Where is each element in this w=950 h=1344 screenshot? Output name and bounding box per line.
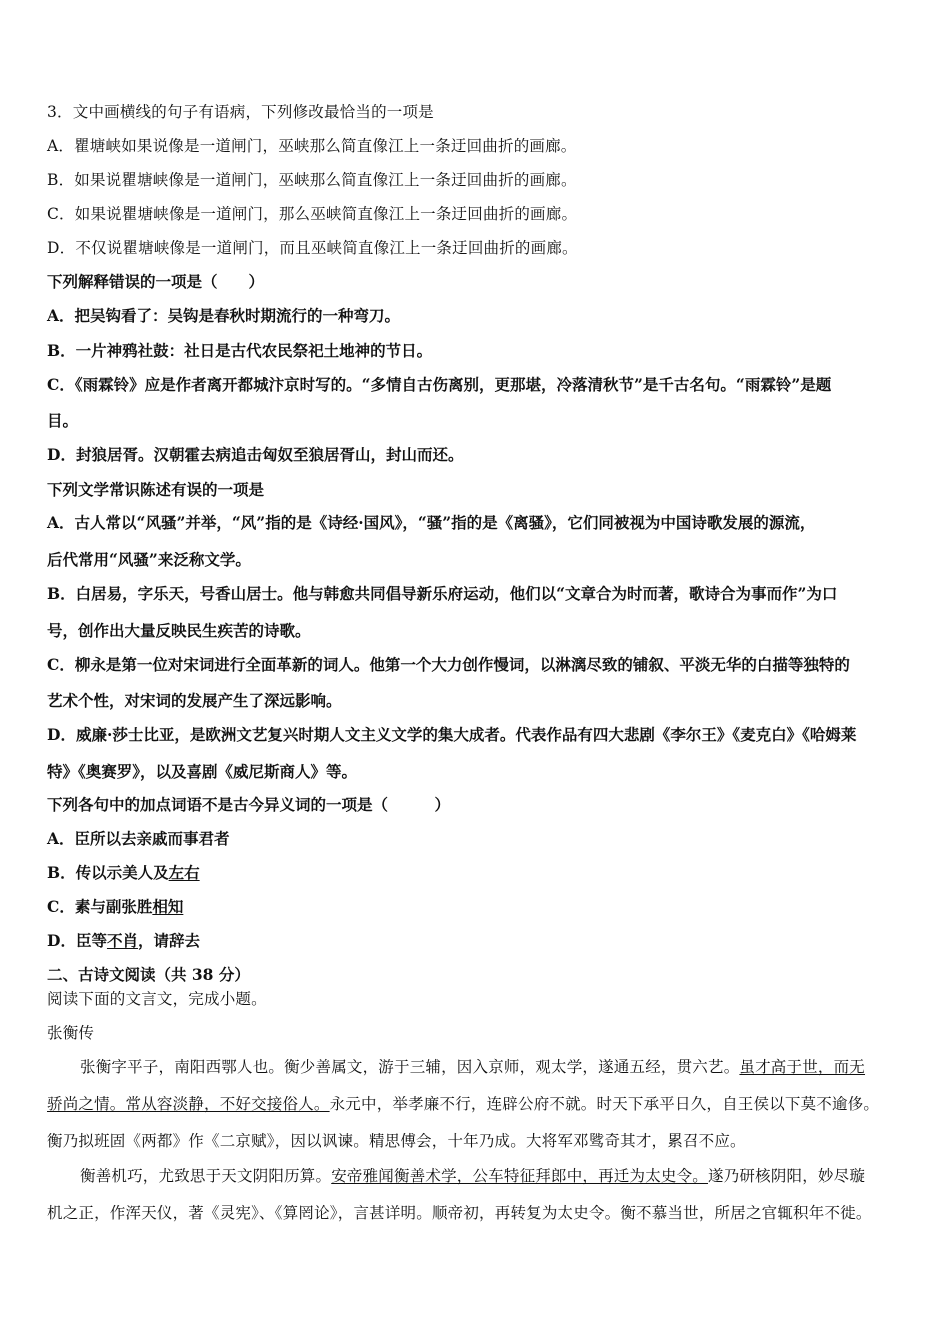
- passage-p2-line2: 机之正，作浑天仪，著《灵宪》、《算罔论》，言甚详明。顺帝初，再转复为太史令。衡不慕当世，所居之官辄积年不徙。: [47, 1204, 872, 1222]
- q5-option-d-line2: 特》《奥赛罗》，以及喜剧《威尼斯商人》等。: [47, 762, 358, 781]
- p2-l1-underlined: 安帝雅闻衡善术学，公车特征拜郎中，再迁为太史令。: [331, 1167, 709, 1185]
- q6-option-a: [47, 829, 910, 849]
- q6-a-dotted-word: 亲戚: [136, 829, 168, 848]
- passage-p2-line1: [80, 1166, 910, 1186]
- q6-c-prefix: C．素与副张胜: [47, 897, 153, 916]
- q5-option-a-line2: 后代常用“风骚”来泛称文学。: [47, 550, 251, 569]
- section-instruction: 阅读下面的文言文，完成小题。: [47, 990, 267, 1008]
- q6-option-c: [47, 897, 910, 917]
- q6-c-underlined-word: 相知: [152, 897, 184, 916]
- q4-option-c-line1: C．《雨霖铃》应是作者离开都城汴京时写的。“多情自古伤离别，更那堪，冷落清秋节”是千古名句。“雨霖铃”是题: [47, 375, 832, 394]
- q6-option-d: [47, 931, 910, 951]
- q3-option-b: B．如果说瞿塘峡像是一道闸门，巫峡那么简直像江上一条迂回曲折的画廊。: [47, 171, 577, 189]
- q5-option-a-line1: A．古人常以“风骚”并举，“风”指的是《诗经·国风》，“骚”指的是《离骚》，它们同被视为中国诗歌发展的源流，: [47, 513, 816, 532]
- passage-p1-line2: [47, 1094, 910, 1114]
- q5-option-c-line2: 艺术个性，对宋词的发展产生了深远影响。: [47, 691, 342, 710]
- q3-stem: 3．文中画横线的句子有语病，下列修改最恰当的一项是: [47, 103, 434, 121]
- q4-stem: 下列解释错误的一项是（ ）: [47, 272, 265, 291]
- q4-option-b: B．一片神鸦社鼓：社日是古代农民祭祀土地神的节日。: [47, 341, 433, 360]
- q4-option-c-line2: 目。: [47, 411, 79, 430]
- p1-l2-text: 永元中，举孝廉不行，连辟公府不就。时天下承平日久，自王侯以下莫不逾侈。: [329, 1095, 880, 1113]
- q4-option-d: D．封狼居胥。汉朝霍去病追击匈奴至狼居胥山，封山而还。: [47, 445, 464, 464]
- q6-d-underlined-word: 不肖: [106, 931, 138, 950]
- q5-stem: 下列文学常识陈述有误的一项是: [47, 480, 265, 499]
- passage-p1-line1: [80, 1057, 910, 1077]
- q4-option-a: A．把吴钩看了：吴钩是春秋时期流行的一种弯刀。: [47, 306, 401, 325]
- q6-a-prefix: A．臣所以去: [47, 829, 137, 848]
- q6-stem: 下列各句中的加点词语不是古今异义词的一项是（ ）: [47, 795, 451, 814]
- q3-option-c: C．如果说瞿塘峡像是一道闸门，那么巫峡简直像江上一条迂回曲折的画廊。: [47, 205, 578, 223]
- q6-option-b: [47, 863, 910, 883]
- q6-d-prefix: D．臣等: [47, 931, 107, 950]
- q5-option-d-line1: D．威廉·莎士比亚，是欧洲文艺复兴时期人文主义文学的集大成者。代表作品有四大悲剧《李尔王》《麦克白》《哈姆莱: [47, 725, 857, 744]
- q5-option-b-line2: 号，创作出大量反映民生疾苦的诗歌。: [47, 621, 311, 640]
- q3-option-d: D．不仅说瞿塘峡像是一道闸门，而且巫峡简直像江上一条迂回曲折的画廊。: [47, 239, 578, 257]
- p2-l1-text: 衡善机巧，尤致思于天文阴阳历算。: [80, 1167, 332, 1185]
- passage-p1-line3: 衡乃拟班固《两都》作《二京赋》，因以讽谏。精思傅会，十年乃成。大将军邓骘奇其才，累召不应。: [47, 1132, 746, 1150]
- p1-l1-underlined: 虽才高于世，而无: [739, 1058, 866, 1076]
- q6-b-prefix: B．传以示美人及: [47, 863, 169, 882]
- q5-option-c-line1: C．柳永是第一位对宋词进行全面革新的词人。他第一个大力创作慢词，以淋漓尽致的铺叙、平淡无华的白描等独特的: [47, 655, 850, 674]
- passage-title: 张衡传: [47, 1024, 95, 1042]
- p2-l1-text-end: 遂乃研核阴阳，妙尽璇: [708, 1167, 866, 1185]
- q3-option-a: A．瞿塘峡如果说像是一道闸门，巫峡那么简直像江上一条迂回曲折的画廊。: [47, 137, 577, 155]
- q5-option-b-line1: B．白居易，字乐天，号香山居士。他与韩愈共同倡导新乐府运动，他们以“文章合为时而著，歌诗合为事而作”为口: [47, 584, 838, 603]
- p1-l1-text: 张衡字平子，南阳西鄂人也。衡少善属文，游于三辅，因入京师，观太学，遂通五经，贯六艺。: [80, 1058, 740, 1076]
- p1-l2-underlined: 骄尚之情。常从容淡静，不好交接俗人。: [47, 1095, 330, 1113]
- q6-d-suffix: ，请辞去: [137, 931, 200, 950]
- q6-a-suffix: 而事君者: [167, 829, 230, 848]
- q6-b-underlined-word: 左右: [168, 863, 200, 882]
- section-heading: 二、古诗文阅读（共 38 分）: [47, 965, 250, 984]
